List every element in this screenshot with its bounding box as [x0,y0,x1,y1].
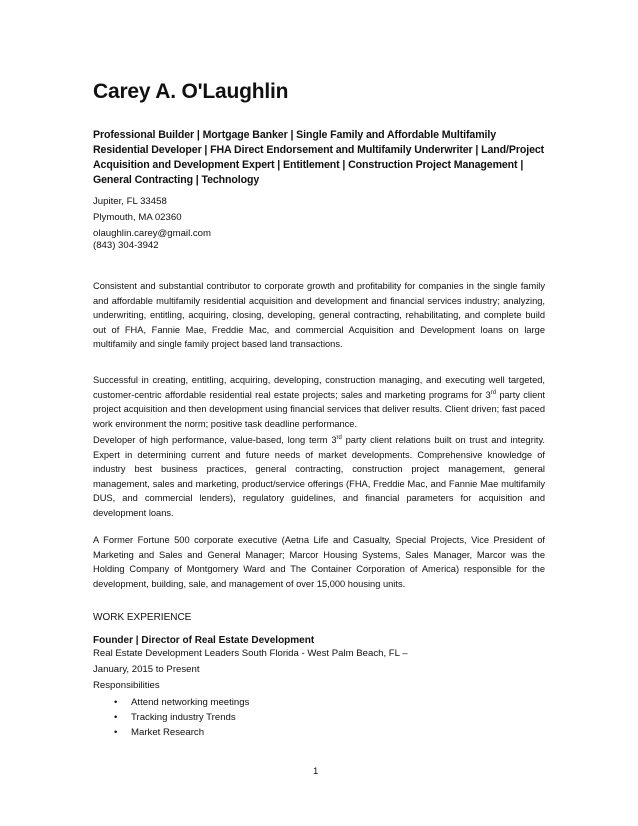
bullet-icon: • [114,712,118,723]
page-number: 1 [313,766,319,777]
contact-phone: (843) 304-3942 [93,240,159,251]
contact-location: Jupiter, FL 33458 [93,196,167,207]
job-title: Founder | Director of Real Estate Development [93,635,315,646]
summary-paragraph-4: A Former Fortune 500 corporate executive (Aetna Life and Casualty, Special Projects, Vice President of Marketing and Sales and General Manager; Marcor Housing Systems, Sales Manager, Marcor was the Holding Company of Montgomery Ward and The Container Corporation of America) responsible for the development, building, sale, and management of over 15,000 housing units. [93,535,545,589]
list-item: • Market Research [114,727,205,738]
bullet-icon: • [114,727,118,738]
responsibilities-label: Responsibilities [93,680,160,691]
summary-paragraph-3: Developer of high performance, value-based, long term 3rd party client relations built on trust and integrity. Expert in determining current and future needs of market developments. Comprehensive knowledge of industry best business practices, general contracting, construction project management, general management, sales and marketing, product/service offerings (FHA, Freddie Mac, and Fannie Mae multifamily DUS, and commercial lenders), regulatory guidelines, and financial parameters for acquisition and development loans. [93,434,546,518]
contact-email[interactable]: olaughlin.carey@gmail.com [93,228,211,239]
contact-location-2: Plymouth, MA 02360 [93,212,182,223]
candidate-name: Carey A. O'Laughlin [93,80,289,103]
list-item: • Attend networking meetings [114,697,250,708]
summary-paragraph-2: Successful in creating, entitling, acquiring, developing, construction managing, and executing well targeted, customer-centric affordable residential real estate projects; sales and marketing programs for 3rd party client project acquisition and then development using financial services that deliver results. Client driven; fast paced work environment the norm; positive task deadline performance. [93,375,545,429]
professional-headline: Professional Builder | Mortgage Banker | Single Family and Affordable Multifamily Residential Developer | FHA Direct Endorsement and Multifamily Underwriter | Land/Project Acquisition and Development Expert | Entitlement | Construction Project Management | General Contracting | Technology [93,129,545,186]
responsibilities-list [93,695,249,740]
summary-paragraph-1: Consistent and substantial contributor to corporate growth and profitability for companies in the single family and affordable multifamily residential acquisition and development and financial services industry; analyzing, underwriting, entitling, acquiring, closing, developing, general contracting, rehabilitating, and complete build out of FHA, Fannie Mae, Freddie Mac, and commercial Acquisition and Development loans on large multifamily and single family project based land transactions. [93,281,545,350]
job-dates: January, 2015 to Present [93,664,200,675]
list-item: • Tracking industry Trends [114,712,236,723]
work-experience-heading: WORK EXPERIENCE [93,612,192,623]
job-company: Real Estate Development Leaders South Florida - West Palm Beach, FL – [93,648,408,659]
bullet-icon: • [114,697,118,708]
